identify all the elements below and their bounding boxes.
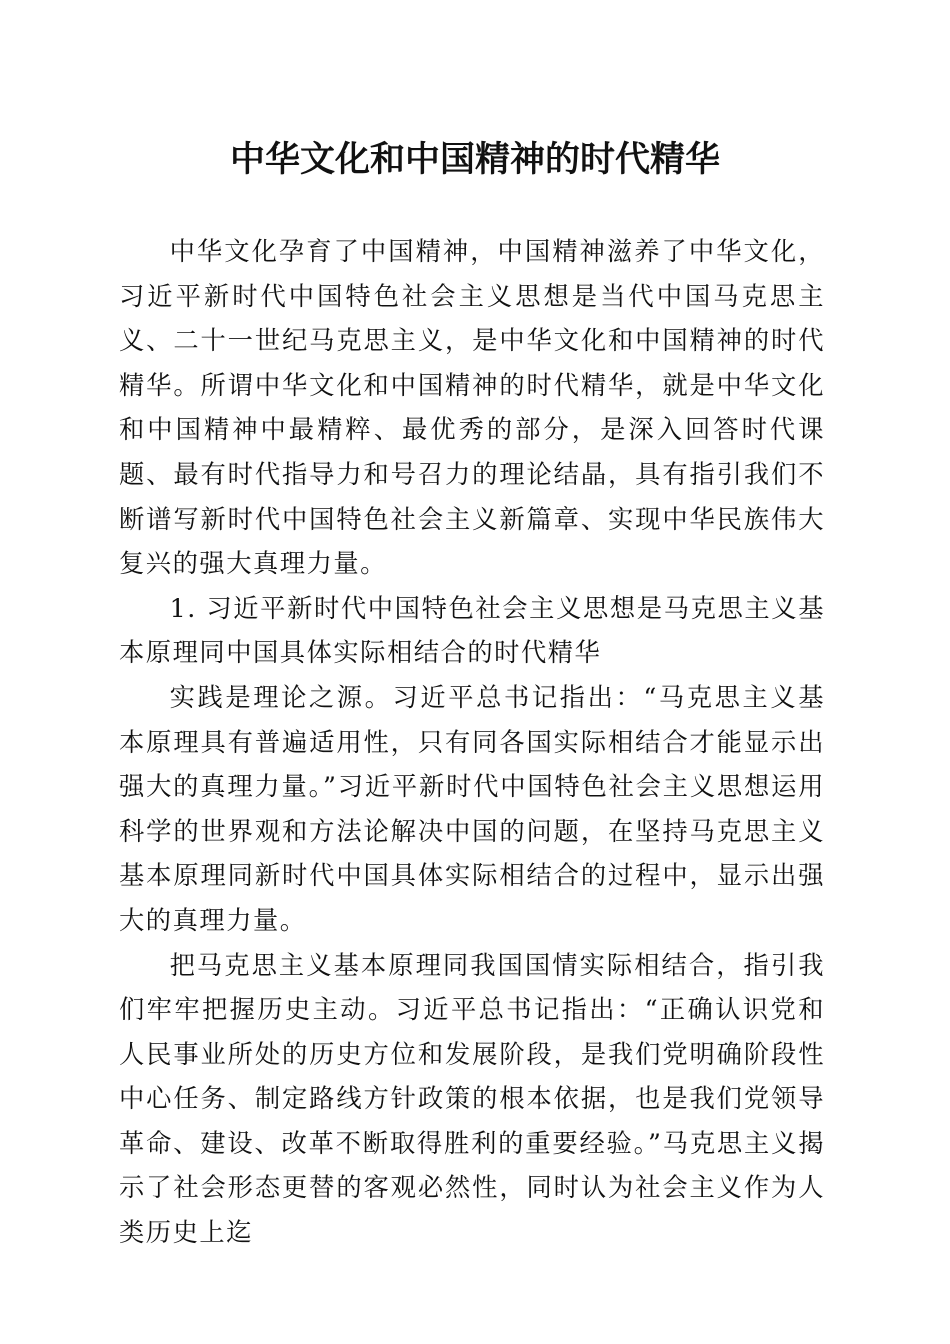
document-body xyxy=(119,230,825,1256)
paragraph-practice: 实践是理论之源。习近平总书记指出：“马克思主义基本原理具有普遍适用性，只有同各国实际相结合才能显示出强大的真理力量。”习近平新时代中国特色社会主义思想运用科学的世界观和方法论解决中国的问题，在坚持马克思主义基本原理同新时代中国具体实际相结合的过程中，显示出强大的真理力量。 xyxy=(119,682,825,935)
section-heading-1: 1. 习近平新时代中国特色社会主义思想是马克思主义基本原理同中国具体实际相结合的时代精华 xyxy=(119,593,825,668)
paragraph-intro: 中华文化孕育了中国精神，中国精神滋养了中华文化，习近平新时代中国特色社会主义思想是当代中国马克思主义、二十一世纪马克思主义，是中华文化和中国精神的时代精华。所谓中华文化和中国精神的时代精华，就是中华文化和中国精神中最精粹、最优秀的部分，是深入回答时代课题、最有时代指导力和号召力的理论结晶，具有指引我们不断谱写新时代中国特色社会主义新篇章、实现中华民族伟大复兴的强大真理力量。 xyxy=(119,237,825,579)
paragraph-history: 把马克思主义基本原理同我国国情实际相结合，指引我们牢牢把握历史主动。习近平总书记指出：“正确认识党和人民事业所处的历史方位和发展阶段，是我们党明确阶段性中心任务、制定路线方针政策的根本依据，也是我们党领导革命、建设、改革不断取得胜利的重要经验。”马克思主义揭示了社会形态更替的客观必然性，同时认为社会主义作为人类历史上迄 xyxy=(119,950,825,1248)
document-title: 中华文化和中国精神的时代精华 xyxy=(229,139,720,180)
